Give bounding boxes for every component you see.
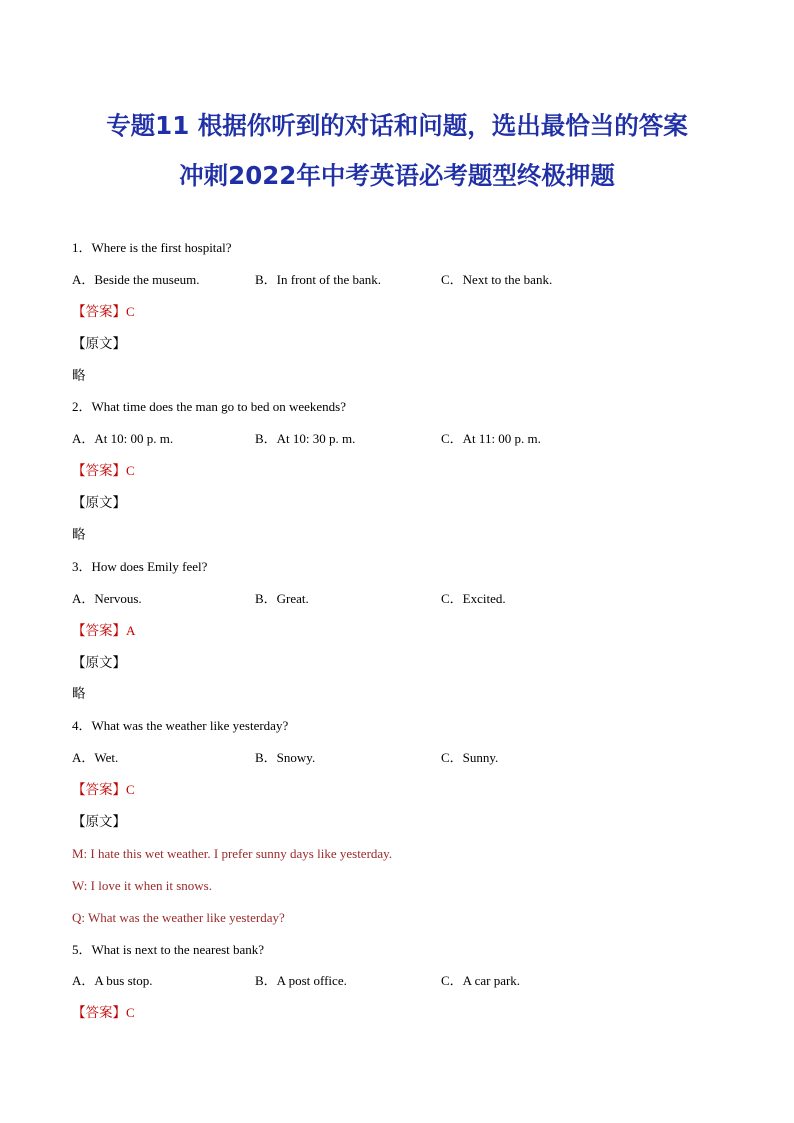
option-c: C．Sunny.	[441, 750, 499, 766]
option-c: C．Excited.	[441, 590, 506, 606]
answer-tag: 【答案】	[72, 463, 126, 480]
option-a: A．Wet.	[72, 750, 119, 766]
option-a: A．A bus stop.	[72, 973, 153, 989]
script-label: 【原文】	[72, 495, 126, 512]
script-label: 【原文】	[72, 654, 126, 671]
question-stem: 2．What time does the man go to bed on weekends?	[72, 399, 347, 415]
answer-value: C	[126, 1005, 135, 1021]
option-a: A．At 10: 00 p. m.	[72, 431, 174, 447]
document-title	[0, 102, 794, 200]
answer-value: A	[126, 622, 136, 638]
options-row	[72, 423, 732, 455]
answer-value: C	[126, 303, 135, 319]
title-line-2: 冲刺2022年中考英语必考题型终极押题	[179, 161, 615, 190]
answer-tag: 【答案】	[72, 622, 126, 639]
answer-value: C	[126, 782, 135, 798]
option-b: B．Snowy.	[255, 750, 316, 766]
script-line: 略	[72, 686, 86, 703]
option-b: B．Great.	[255, 590, 309, 606]
options-row	[72, 965, 732, 997]
script-label: 【原文】	[72, 814, 126, 831]
option-b: B．In front of the bank.	[255, 271, 382, 287]
question-stem: 1．Where is the first hospital?	[72, 240, 232, 255]
question-list	[72, 232, 732, 1029]
option-a: A．Nervous.	[72, 590, 142, 606]
options-row	[72, 264, 732, 296]
answer-line	[72, 997, 732, 1029]
answer-line	[72, 455, 732, 487]
option-b: B．A post office.	[255, 973, 347, 989]
script-line: Q: What was the weather like yesterday?	[72, 909, 285, 925]
script-line: W: I love it when it snows.	[72, 877, 212, 893]
script-label: 【原文】	[72, 335, 126, 352]
script-line: 略	[72, 367, 86, 384]
answer-tag: 【答案】	[72, 1005, 126, 1022]
question-stem: 5．What is next to the nearest bank?	[72, 941, 265, 957]
script-line: 略	[72, 527, 86, 544]
question-stem: 3．How does Emily feel?	[72, 558, 208, 574]
answer-line	[72, 296, 732, 328]
options-row	[72, 583, 732, 615]
answer-tag: 【答案】	[72, 303, 126, 320]
option-c: C．A car park.	[441, 973, 521, 989]
script-line: M: I hate this wet weather. I prefer sunny days like yesterday.	[72, 845, 393, 861]
option-c: C．At 11: 00 p. m.	[441, 431, 541, 447]
answer-line	[72, 774, 732, 806]
option-a: A．Beside the museum.	[72, 271, 200, 287]
question-stem: 4．What was the weather like yesterday?	[72, 718, 289, 734]
title-line-1: 专题11 根据你听到的对话和问题，选出最恰当的答案	[106, 111, 688, 140]
option-c: C．Next to the bank.	[441, 271, 553, 287]
answer-line	[72, 615, 732, 647]
answer-tag: 【答案】	[72, 782, 126, 799]
answer-value: C	[126, 463, 135, 479]
option-b: B．At 10: 30 p. m.	[255, 431, 356, 447]
options-row	[72, 742, 732, 774]
